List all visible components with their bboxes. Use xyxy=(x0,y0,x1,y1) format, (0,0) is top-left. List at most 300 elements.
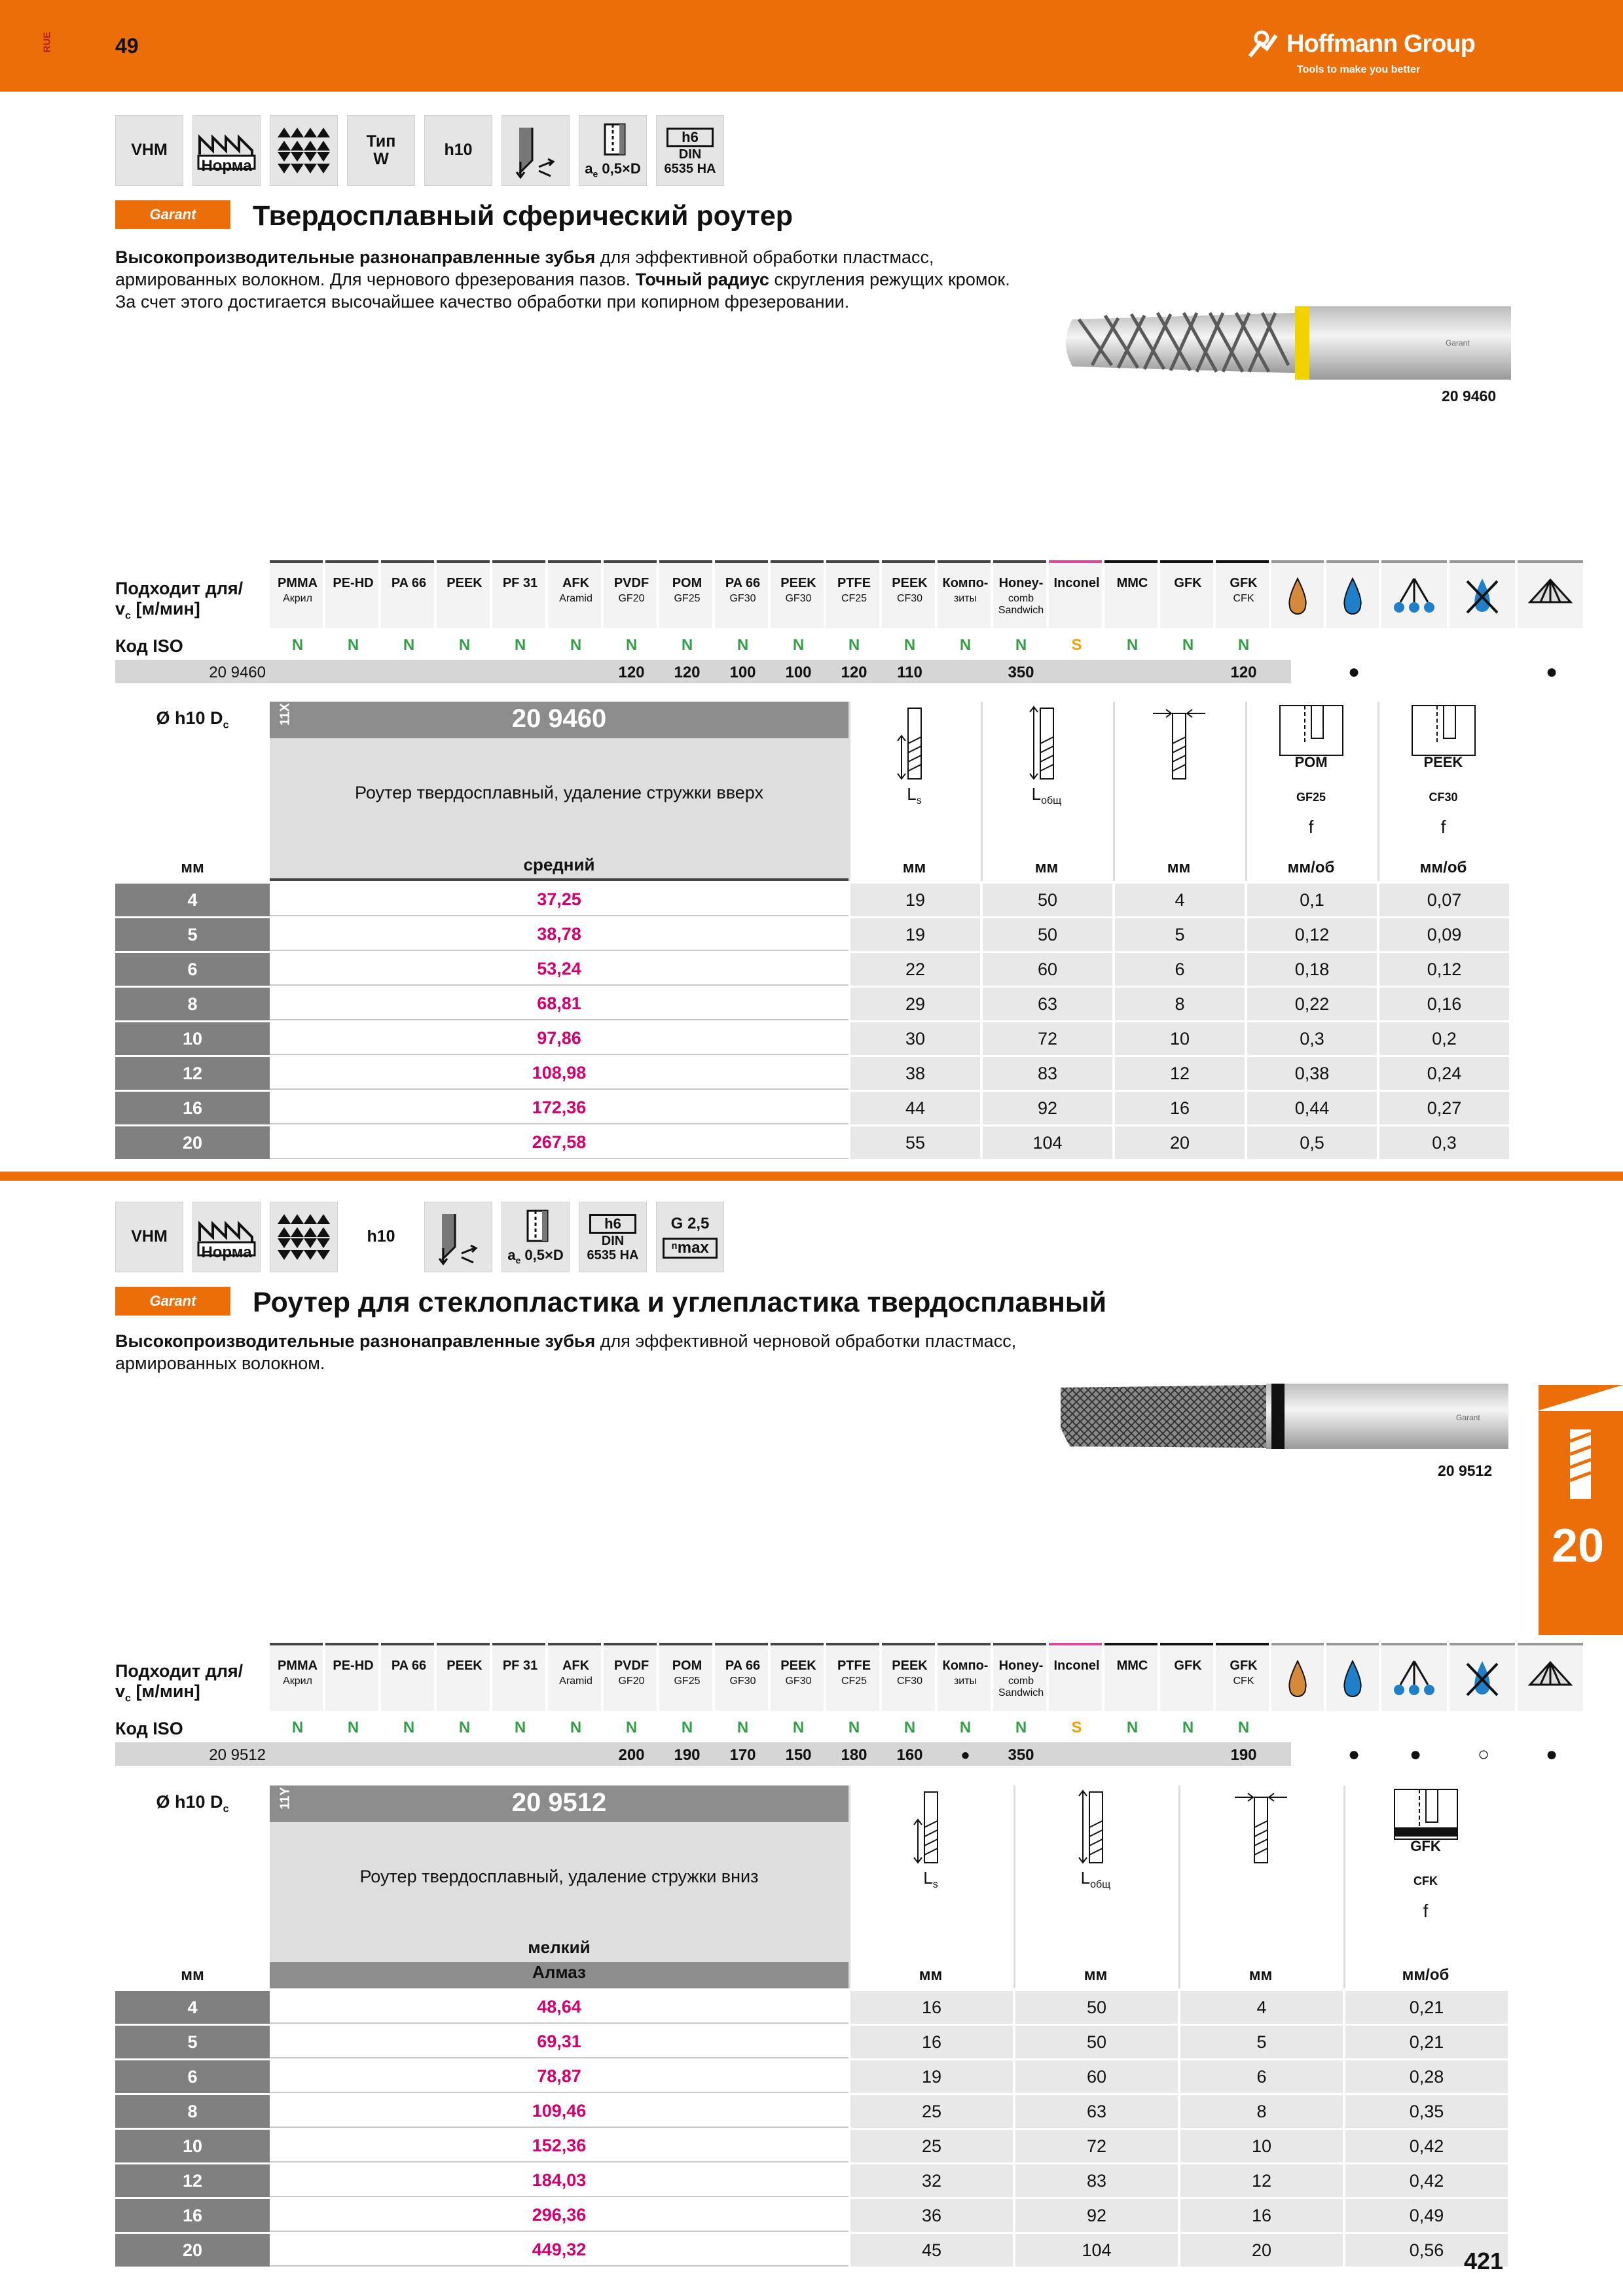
balance-max-speed: ⁿmax xyxy=(663,1238,718,1259)
ae-symbol: a xyxy=(585,160,593,177)
table-row xyxy=(115,953,1508,986)
unit-label: мм/об xyxy=(1402,1966,1450,1984)
teeth-pattern-icon xyxy=(270,1202,338,1272)
total-length-icon-label xyxy=(1013,1868,1178,1891)
price-cell: 109,46 xyxy=(270,2095,848,2128)
unit-label: мм xyxy=(1167,859,1191,876)
table-row xyxy=(115,2234,1508,2267)
value-cell: 0,21 xyxy=(1343,2026,1508,2058)
value-cell: 60 xyxy=(1013,2060,1178,2093)
value-cell: 0,27 xyxy=(1377,1092,1509,1124)
price-cell: 267,58 xyxy=(270,1126,848,1159)
vhm-icon: VHM xyxy=(115,1202,183,1272)
side-code: 11X xyxy=(278,703,293,726)
value-cell: 12 xyxy=(1178,2164,1343,2197)
material-name: PE-HD xyxy=(333,576,374,590)
material-name: PEEK xyxy=(780,576,816,590)
coolant-mark: ● xyxy=(1347,1744,1360,1765)
material-sub: CF25 xyxy=(841,593,867,604)
iso-code: S xyxy=(1071,636,1082,654)
material-name: POM xyxy=(672,1659,702,1673)
value-cell: 92 xyxy=(1013,2199,1178,2232)
mat-label xyxy=(115,1661,270,1705)
dim-symbol: L xyxy=(923,1868,933,1888)
chapter-tab[interactable] xyxy=(1539,1385,1623,1635)
material-name: PA 66 xyxy=(725,1659,761,1673)
value-cell: 29 xyxy=(848,988,980,1020)
svg-text:Garant: Garant xyxy=(1456,1413,1480,1422)
material-sub: GF30 xyxy=(785,1676,812,1687)
cutting-speed: 120 xyxy=(618,664,645,681)
router-image-2 xyxy=(1057,1382,1508,1450)
material-name: PEEK xyxy=(892,576,928,590)
article-number: 20 9460 xyxy=(511,704,607,733)
cutting-speed: 120 xyxy=(674,664,701,681)
value-cell: 16 xyxy=(848,2026,1013,2058)
logo-tagline: Tools to make you better xyxy=(1297,64,1421,75)
iso-code: N xyxy=(1015,636,1027,654)
iso-code: N xyxy=(848,636,860,654)
coolant-mark: ● xyxy=(1347,661,1360,683)
article-description: Роутер твердосплавный, удаление стружки вверх xyxy=(355,783,763,802)
table-row xyxy=(115,2164,1508,2197)
desc-highlight-2: Высокопроизводительные разнонаправленные зубья xyxy=(115,1331,596,1351)
material-sub: GF30 xyxy=(729,1676,756,1687)
material-sub: зиты xyxy=(953,1676,977,1687)
cutting-speed: 100 xyxy=(729,664,756,681)
material-header xyxy=(492,1643,545,1711)
dim-symbol: L xyxy=(907,784,917,804)
material-sub: GF30 xyxy=(785,593,812,604)
material-name: PVDF xyxy=(613,1659,649,1673)
vc-symbol: v xyxy=(115,599,126,619)
ae-sub: e xyxy=(593,168,598,179)
ae-symbol: a xyxy=(507,1247,516,1264)
tolerance-icon: h10 xyxy=(424,115,492,186)
iso-code: N xyxy=(570,1719,582,1736)
shank-icon xyxy=(579,1202,647,1272)
total-length-icon xyxy=(1013,1788,1178,1867)
table-row xyxy=(115,1991,1508,2024)
shank-standard: 6535 HA xyxy=(587,1248,639,1263)
feed-symbol: f xyxy=(1423,1901,1429,1921)
price-cell: 184,03 xyxy=(270,2164,848,2197)
feed-gfk-icon xyxy=(1343,1788,1508,1840)
price-cell: 108,98 xyxy=(270,1057,848,1090)
value-cell: 19 xyxy=(848,918,980,951)
iso-code: N xyxy=(681,1719,693,1736)
hoffmann-logo-icon xyxy=(1247,29,1284,58)
material-sub: CFK xyxy=(1233,593,1254,604)
price-label: средний xyxy=(270,855,848,881)
shank-diameter-icon xyxy=(1113,704,1245,783)
norm-profile-icon xyxy=(192,115,261,186)
material-sub: CF25 xyxy=(841,1676,867,1687)
price-cell: 296,36 xyxy=(270,2199,848,2232)
table-row xyxy=(115,1092,1508,1124)
iso-code: N xyxy=(1237,636,1250,654)
material-name: GFK xyxy=(1174,1659,1202,1673)
cutting-speed: 160 xyxy=(896,1746,923,1764)
value-cell: 0,3 xyxy=(1245,1022,1377,1055)
diameter-cell: 16 xyxy=(115,2199,270,2232)
material-name: GFK xyxy=(1174,576,1202,590)
cutting-speed: 190 xyxy=(674,1746,701,1764)
iso-code: N xyxy=(347,636,359,654)
material-name: GFK xyxy=(1230,1659,1258,1673)
ae-value: 0,5×D xyxy=(602,160,641,177)
air-blast-icon xyxy=(1518,560,1583,628)
iso-label: Код ISO xyxy=(115,1719,183,1738)
value-cell: 104 xyxy=(1013,2234,1178,2267)
material-name: Honey- xyxy=(998,1659,1044,1673)
vc-unit: [м/мин] xyxy=(130,599,200,619)
shank-standard: 6535 HA xyxy=(664,162,716,177)
iso-code: N xyxy=(625,1719,638,1736)
diameter-cell: 10 xyxy=(115,2130,270,2162)
material-name: PEEK xyxy=(892,1659,928,1673)
material-header xyxy=(437,1643,490,1711)
product-description-2 xyxy=(115,1330,1019,1374)
feed-pom-icon xyxy=(1245,704,1377,757)
iso-code: N xyxy=(458,1719,471,1736)
value-cell: 0,2 xyxy=(1377,1022,1509,1055)
iso-code: N xyxy=(1126,636,1139,654)
drill-icon xyxy=(1567,1428,1594,1500)
value-cell: 0,12 xyxy=(1377,953,1509,986)
value-cell: 0,07 xyxy=(1377,884,1509,916)
price-cell: 37,25 xyxy=(270,884,848,916)
article-number: 20 9512 xyxy=(511,1788,607,1817)
material-bottom: CFK xyxy=(1413,1874,1438,1888)
logo-name: Hoffmann Group xyxy=(1286,30,1475,58)
coolant-mark: ● xyxy=(1545,661,1558,683)
desc-text-1a: для эффективной обработки пластмасс, армированных волокном. Для чернового фрезерования пазов. xyxy=(115,247,934,289)
dia-text: Ø h10 D xyxy=(156,1792,223,1812)
material-table-2 xyxy=(115,1643,1558,1771)
vhm-icon: VHM xyxy=(115,115,183,186)
feed-peek-icon xyxy=(1377,704,1509,757)
value-cell: 30 xyxy=(848,1022,980,1055)
value-cell: 83 xyxy=(981,1057,1112,1090)
diameter-cell: 5 xyxy=(115,2026,270,2058)
shank-din: DIN xyxy=(601,1234,625,1249)
cutting-length-icon xyxy=(848,704,980,783)
material-header xyxy=(325,1643,378,1711)
diameter-cell: 12 xyxy=(115,2164,270,2197)
iso-code: N xyxy=(514,1719,526,1736)
garant-logo: Garant xyxy=(115,1287,230,1316)
material-header xyxy=(1104,1643,1158,1711)
mat-label-line1: Подходит для/ xyxy=(115,1661,244,1681)
material-name: PMMA xyxy=(277,1659,318,1673)
price-cell: 38,78 xyxy=(270,918,848,951)
cutting-speed: 120 xyxy=(841,664,867,681)
teeth-pattern-icon xyxy=(270,115,338,186)
cutting-speed: ● xyxy=(960,1746,970,1764)
chapter-number: 20 xyxy=(1552,1520,1605,1572)
cutting-direction-icon xyxy=(501,115,570,186)
emulsion-icon xyxy=(1326,560,1379,628)
code-value: 20 9460 xyxy=(209,664,266,681)
shank-tolerance: h6 xyxy=(666,128,714,147)
mat-label-line1: Подходит для/ xyxy=(115,579,244,598)
material-table-1 xyxy=(115,560,1558,689)
diameter-cell: 20 xyxy=(115,1126,270,1159)
value-cell: 0,49 xyxy=(1343,2199,1508,2232)
material-name: PEEK xyxy=(780,1659,816,1673)
value-cell: 19 xyxy=(848,884,980,916)
value-cell: 10 xyxy=(1113,1022,1245,1055)
table-row xyxy=(115,2026,1508,2058)
value-cell: 0,09 xyxy=(1377,918,1509,951)
material-header xyxy=(1160,560,1213,628)
material-sub: CF30 xyxy=(896,593,923,604)
diameter-cell: 4 xyxy=(115,1991,270,2024)
price-cell: 172,36 xyxy=(270,1092,848,1124)
material-top: PEEK xyxy=(1423,754,1463,770)
iso-code: N xyxy=(959,1719,972,1736)
price-cell: 449,32 xyxy=(270,2234,848,2267)
image-article-2: 20 9512 xyxy=(1438,1462,1493,1479)
material-name: GFK xyxy=(1230,576,1258,590)
material-name: Inconel xyxy=(1053,576,1100,590)
material-sub: зиты xyxy=(953,593,977,604)
coolant-mark: ○ xyxy=(1477,1744,1490,1765)
desc-text-2: для эффективной черновой обработки пластмасс, армированных волокном. xyxy=(115,1331,1017,1373)
material-name: PF 31 xyxy=(502,1659,538,1673)
diameter-cell: 6 xyxy=(115,2060,270,2093)
dry-machining-icon xyxy=(1271,560,1324,628)
dim-sub: s xyxy=(916,795,922,807)
unit-label: мм/об xyxy=(1419,859,1467,876)
unit-label: мм xyxy=(919,1966,943,1984)
material-top: GFK xyxy=(1410,1838,1441,1854)
value-cell: 72 xyxy=(1013,2130,1178,2162)
price-cell: 48,64 xyxy=(270,1991,848,2024)
material-name: PVDF xyxy=(613,576,649,590)
material-header xyxy=(381,1643,434,1711)
value-cell: 5 xyxy=(1113,918,1245,951)
price-cell: 152,36 xyxy=(270,2130,848,2162)
value-cell: 6 xyxy=(1178,2060,1343,2093)
material-bottom: GF25 xyxy=(1296,791,1326,804)
table-row xyxy=(115,884,1508,916)
material-name: Honey- xyxy=(998,576,1044,590)
coolant-mark: ● xyxy=(1409,1744,1422,1765)
value-cell: 0,16 xyxy=(1377,988,1509,1020)
value-cell: 45 xyxy=(848,2234,1013,2267)
balance-icon xyxy=(656,1202,724,1272)
dia-sub: c xyxy=(223,1803,229,1815)
material-name: AFK xyxy=(562,1659,590,1673)
material-name: PA 66 xyxy=(391,576,427,590)
iso-code: N xyxy=(1182,636,1194,654)
mat-label-line2 xyxy=(115,599,270,622)
iso-code: N xyxy=(1182,1719,1194,1736)
iso-code: N xyxy=(1015,1719,1027,1736)
type-value: W xyxy=(373,150,389,168)
diameter-cell: 20 xyxy=(115,2234,270,2267)
table-row xyxy=(115,2060,1508,2093)
material-header xyxy=(325,560,378,628)
iso-code: N xyxy=(792,1719,805,1736)
cutting-speed: 190 xyxy=(1230,1746,1257,1764)
table-row xyxy=(115,1022,1508,1055)
value-cell: 72 xyxy=(981,1022,1112,1055)
material-sub: GF25 xyxy=(674,1676,701,1687)
ae-value: 0,5×D xyxy=(524,1247,564,1264)
svg-text:Garant: Garant xyxy=(1446,338,1470,348)
material-sub: CF30 xyxy=(896,1676,923,1687)
material-name: PMMA xyxy=(277,576,318,590)
iso-code: S xyxy=(1071,1719,1082,1736)
value-cell: 50 xyxy=(1013,1991,1178,2024)
radial-depth-icon xyxy=(579,115,647,186)
type-w-icon xyxy=(347,115,415,186)
router-image-1 xyxy=(1053,300,1511,386)
iso-code: N xyxy=(681,636,693,654)
cutting-length-icon-label xyxy=(848,1868,1013,1891)
material-name: POM xyxy=(672,576,702,590)
diameter-cell: 16 xyxy=(115,1092,270,1124)
dim-symbol: L xyxy=(1080,1868,1091,1888)
unit-label: мм xyxy=(181,1966,204,1984)
value-cell: 4 xyxy=(1113,884,1245,916)
value-cell: 16 xyxy=(1113,1092,1245,1124)
cutting-direction-icon xyxy=(424,1202,492,1272)
iso-code: N xyxy=(347,1719,359,1736)
section-separator xyxy=(0,1172,1623,1181)
price-cell: 78,87 xyxy=(270,2060,848,2093)
value-cell: 8 xyxy=(1178,2095,1343,2128)
diameter-cell: 4 xyxy=(115,884,270,916)
value-cell: 0,5 xyxy=(1245,1126,1377,1159)
material-header xyxy=(1104,560,1158,628)
dim-symbol: L xyxy=(1031,784,1042,804)
material-sub: GF20 xyxy=(618,593,645,604)
material-name: PEEK xyxy=(447,576,483,590)
code-value: 20 9512 xyxy=(209,1746,266,1764)
norm-label: Норма xyxy=(201,1244,252,1261)
material-name: MMC xyxy=(1116,576,1148,590)
desc-highlight-1a: Высокопроизводительные разнонаправленные зубья xyxy=(115,247,596,267)
balance-grade: G 2,5 xyxy=(670,1214,710,1232)
iso-code: N xyxy=(1237,1719,1250,1736)
diameter-cell: 10 xyxy=(115,1022,270,1055)
value-cell: 50 xyxy=(981,884,1112,916)
dia-sub: c xyxy=(223,719,229,731)
desc-highlight-1b: Точный радиус xyxy=(635,270,769,289)
material-bottom: CF30 xyxy=(1429,791,1458,804)
value-cell: 25 xyxy=(848,2130,1013,2162)
material-sub: GF20 xyxy=(618,1676,645,1687)
vc-unit: [м/мин] xyxy=(130,1681,200,1702)
iso-code: N xyxy=(903,1719,916,1736)
iso-code: N xyxy=(625,636,638,654)
spec-icons-1 xyxy=(115,115,731,186)
value-cell: 0,42 xyxy=(1343,2130,1508,2162)
unit-label: мм xyxy=(181,859,204,876)
feed-symbol: f xyxy=(1308,817,1314,837)
radial-depth-icon xyxy=(501,1202,570,1272)
material-sub: CFK xyxy=(1233,1676,1254,1687)
total-length-icon-label xyxy=(981,784,1112,807)
iso-code: N xyxy=(848,1719,860,1736)
no-coolant-icon xyxy=(1450,560,1515,628)
material-sub: Aramid xyxy=(559,593,593,604)
price-label-diamond: Алмаз xyxy=(270,1962,848,1988)
price-cell: 97,86 xyxy=(270,1022,848,1055)
data-table-1 xyxy=(115,702,1508,1160)
desc-text-1b: скругления режущих кромок. За счет этого достигается высочайшее качество обработки при копирном фрезеровании. xyxy=(115,270,1010,312)
side-code: 11Y xyxy=(278,1787,293,1810)
cutting-speed: 180 xyxy=(841,1746,867,1764)
total-length-icon xyxy=(981,704,1112,783)
shank-icon xyxy=(656,115,724,186)
article-description: Роутер твердосплавный, удаление стружки вниз xyxy=(359,1867,759,1886)
material-sub: Aramid xyxy=(559,1676,593,1687)
value-cell: 6 xyxy=(1113,953,1245,986)
table-row xyxy=(115,918,1508,951)
price-cell: 68,81 xyxy=(270,988,848,1020)
iso-code: N xyxy=(291,1719,304,1736)
value-cell: 60 xyxy=(981,953,1112,986)
dry-machining-icon xyxy=(1271,1643,1324,1711)
diameter-cell: 5 xyxy=(115,918,270,951)
vc-sub: c xyxy=(125,1693,131,1704)
material-header xyxy=(1160,1643,1213,1711)
material-header xyxy=(381,560,434,628)
value-cell: 55 xyxy=(848,1126,980,1159)
emulsion-icon xyxy=(1326,1643,1379,1711)
material-name: PF 31 xyxy=(502,576,538,590)
value-cell: 20 xyxy=(1113,1126,1245,1159)
dia-text: Ø h10 D xyxy=(156,708,223,728)
material-sub: comb Sandwich xyxy=(998,1676,1044,1699)
value-cell: 0,35 xyxy=(1343,2095,1508,2128)
value-cell: 50 xyxy=(981,918,1112,951)
value-cell: 8 xyxy=(1113,988,1245,1020)
vc-sub: c xyxy=(125,610,131,622)
diameter-cell: 6 xyxy=(115,953,270,986)
value-cell: 0,42 xyxy=(1343,2164,1508,2197)
value-cell: 0,1 xyxy=(1245,884,1377,916)
value-cell: 0,28 xyxy=(1343,2060,1508,2093)
mql-icon xyxy=(1381,560,1447,628)
value-cell: 104 xyxy=(981,1126,1112,1159)
coolant-mark: ● xyxy=(1545,1744,1558,1765)
ae-sub: e xyxy=(515,1255,521,1266)
cutting-speed: 110 xyxy=(897,664,922,681)
value-cell: 16 xyxy=(1178,2199,1343,2232)
feed-symbol: f xyxy=(1440,817,1446,837)
material-sub: GF30 xyxy=(729,593,756,604)
cutting-speed: 350 xyxy=(1008,664,1034,681)
diameter-cell: 8 xyxy=(115,988,270,1020)
no-coolant-icon xyxy=(1450,1643,1515,1711)
table-row xyxy=(115,1126,1508,1159)
data-table-2 xyxy=(115,1785,1508,2260)
material-name: PA 66 xyxy=(391,1659,427,1673)
material-name: AFK xyxy=(562,576,590,590)
diameter-cell: 12 xyxy=(115,1057,270,1090)
page-left-number: 49 xyxy=(115,34,139,58)
material-name: Inconel xyxy=(1053,1659,1100,1673)
iso-code: N xyxy=(792,636,805,654)
type-label: Тип xyxy=(366,132,396,151)
norm-profile-icon xyxy=(192,1202,261,1272)
